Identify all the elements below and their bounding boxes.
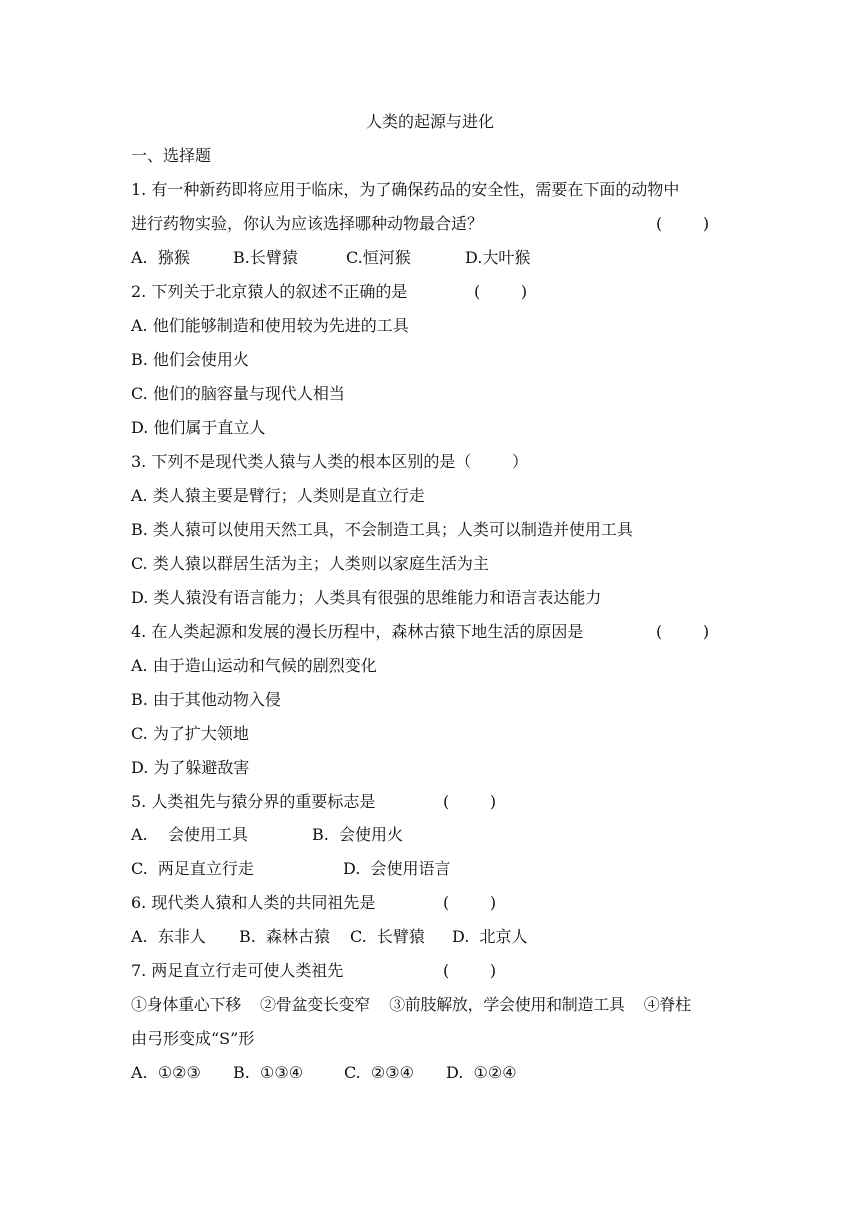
question-6-stem: 6. 现代类人猿和人类的共同祖先是 [131,893,376,912]
question-1-option-d: D.大叶猴 [465,248,531,267]
question-3-option-c: C. 类人猿以群居生活为主；人类则以家庭生活为主 [131,554,489,573]
question-7-stem: 7. 两足直立行走可使人类祖先 [131,961,344,980]
question-3-option-b: B. 类人猿可以使用天然工具，不会制造工具；人类可以制造并使用工具 [131,520,633,539]
question-1-option-c: C.恒河猴 [346,248,411,267]
question-1-option-a: A. 猕猴 [131,248,190,267]
question-5-answer-blank: ( ) [443,792,497,811]
question-2-option-c: C. 他们的脑容量与现代人相当 [131,384,345,403]
question-1-option-b: B.长臂猿 [233,248,298,267]
question-2-answer-blank: ( ) [474,282,528,301]
question-3-option-d: D. 类人猿没有语言能力；人类具有很强的思维能力和语言表达能力 [131,588,602,607]
question-2-option-b: B. 他们会使用火 [131,350,249,369]
question-3-option-a: A. 类人猿主要是臂行；人类则是直立行走 [131,486,425,505]
question-4-answer-blank: ( ) [656,622,710,641]
section-heading: 一、选择题 [131,146,212,165]
question-6-option-b: B. 森林古猿 [239,927,331,946]
question-5-option-c: C. 两足直立行走 [131,859,254,878]
question-6-answer-blank: ( ) [443,893,497,912]
question-3-stem: 3. 下列不是现代类人猿与人类的根本区别的是（ ） [131,452,529,471]
question-6-option-a: A. 东非人 [131,927,206,946]
question-4-option-c: C. 为了扩大领地 [131,724,249,743]
question-7-option-b: B. ①③④ [233,1063,304,1082]
question-5-option-a: A. 会使用工具 [131,825,248,844]
question-1-answer-blank: ( ) [656,214,710,233]
question-5-stem: 5. 人类祖先与猿分界的重要标志是 [131,792,376,811]
question-7-statements-line-2: 由弓形变成“S”形 [131,1029,255,1048]
question-6-option-c: C. 长臂猿 [350,927,425,946]
question-2-option-d: D. 他们属于直立人 [131,418,266,437]
question-1-stem-line-1: 1. 有一种新药即将应用于临床，为了确保药品的安全性，需要在下面的动物中 [131,180,680,199]
question-4-stem: 4. 在人类起源和发展的漫长历程中，森林古猿下地生活的原因是 [131,622,584,641]
question-7-option-a: A. ①②③ [131,1063,201,1082]
question-4-option-d: D. 为了躲避敌害 [131,758,250,777]
question-1-stem-line-2: 进行药物实验，你认为应该选择哪种动物最合适？ [131,214,484,233]
question-2-option-a: A. 他们能够制造和使用较为先进的工具 [131,316,409,335]
question-7-answer-blank: ( ) [443,961,497,980]
question-7-option-c: C. ②③④ [344,1063,414,1082]
page-title: 人类的起源与进化 [365,112,494,131]
question-2-stem: 2. 下列关于北京猿人的叙述不正确的是 [131,282,408,301]
question-6-option-d: D. 北京人 [452,927,528,946]
question-7-statements-line-1: ①身体重心下移 ②骨盆变长变窄 ③前肢解放，学会使用和制造工具 ④脊柱 [131,995,691,1014]
question-4-option-b: B. 由于其他动物入侵 [131,690,281,709]
question-5-option-b: B. 会使用火 [312,825,404,844]
question-4-option-a: A. 由于造山运动和气候的剧烈变化 [131,656,377,675]
question-5-option-d: D. 会使用语言 [343,859,451,878]
question-7-option-d: D. ①②④ [446,1063,517,1082]
